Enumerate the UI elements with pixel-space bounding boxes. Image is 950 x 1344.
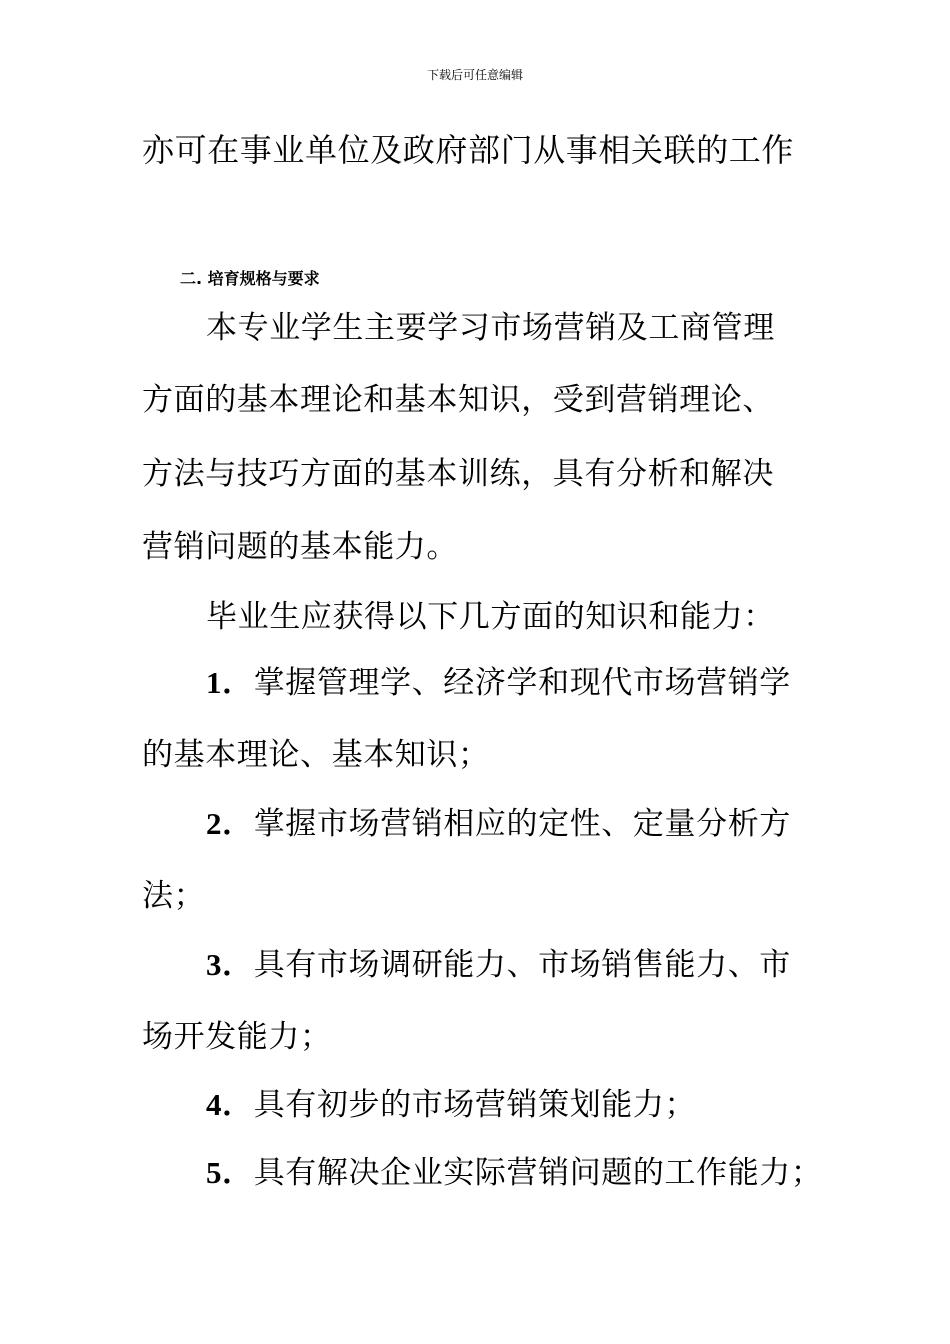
list-item-4-text: 具有初步的市场营销策划能力； [253, 1087, 697, 1123]
list-item-1-line-2: 的基本理论、基本知识； [142, 737, 490, 773]
list-item-2-line-1 [206, 804, 791, 844]
lead-in-text: 毕业生应获得以下几方面的知识和能力： [206, 599, 775, 635]
list-item-2-text: 掌握市场营销相应的定性、定量分析方 [253, 806, 791, 842]
list-item-4-line-1 [206, 1085, 696, 1125]
list-item-5-number: 5． [206, 1155, 254, 1190]
list-item-3-line-2: 场开发能力； [142, 1019, 332, 1055]
list-item-1-number: 1． [206, 665, 254, 700]
intro-paragraph-line-2: 方面的基本理论和基本知识，受到营销理论、 [142, 382, 774, 418]
list-item-2-number: 2． [206, 806, 254, 841]
list-item-5-line-1 [206, 1153, 823, 1193]
intro-paragraph-line-4: 营销问题的基本能力。 [142, 529, 458, 565]
list-item-3-line-1 [206, 945, 791, 985]
list-item-4-number: 4． [206, 1087, 254, 1122]
intro-paragraph-line-3: 方法与技巧方面的基本训练，具有分析和解决 [142, 456, 774, 492]
intro-paragraph-line-1: 本专业学生主要学习市场营销及工商管理 [206, 310, 775, 346]
list-item-5-text: 具有解决企业实际营销问题的工作能力； [253, 1155, 823, 1191]
page-header-note: 下载后可任意编辑 [426, 68, 523, 82]
list-item-1-line-1 [206, 663, 791, 703]
section-heading: 二. 培育规格与要求 [180, 269, 320, 288]
list-item-3-text: 具有市场调研能力、市场销售能力、市 [253, 947, 791, 983]
continued-text-line: 亦可在事业单位及政府部门从事相关联的工作 [142, 131, 795, 169]
list-item-3-number: 3． [206, 947, 254, 982]
list-item-1-text: 掌握管理学、经济学和现代市场营销学 [253, 665, 791, 701]
list-item-2-line-2: 法； [142, 878, 206, 914]
